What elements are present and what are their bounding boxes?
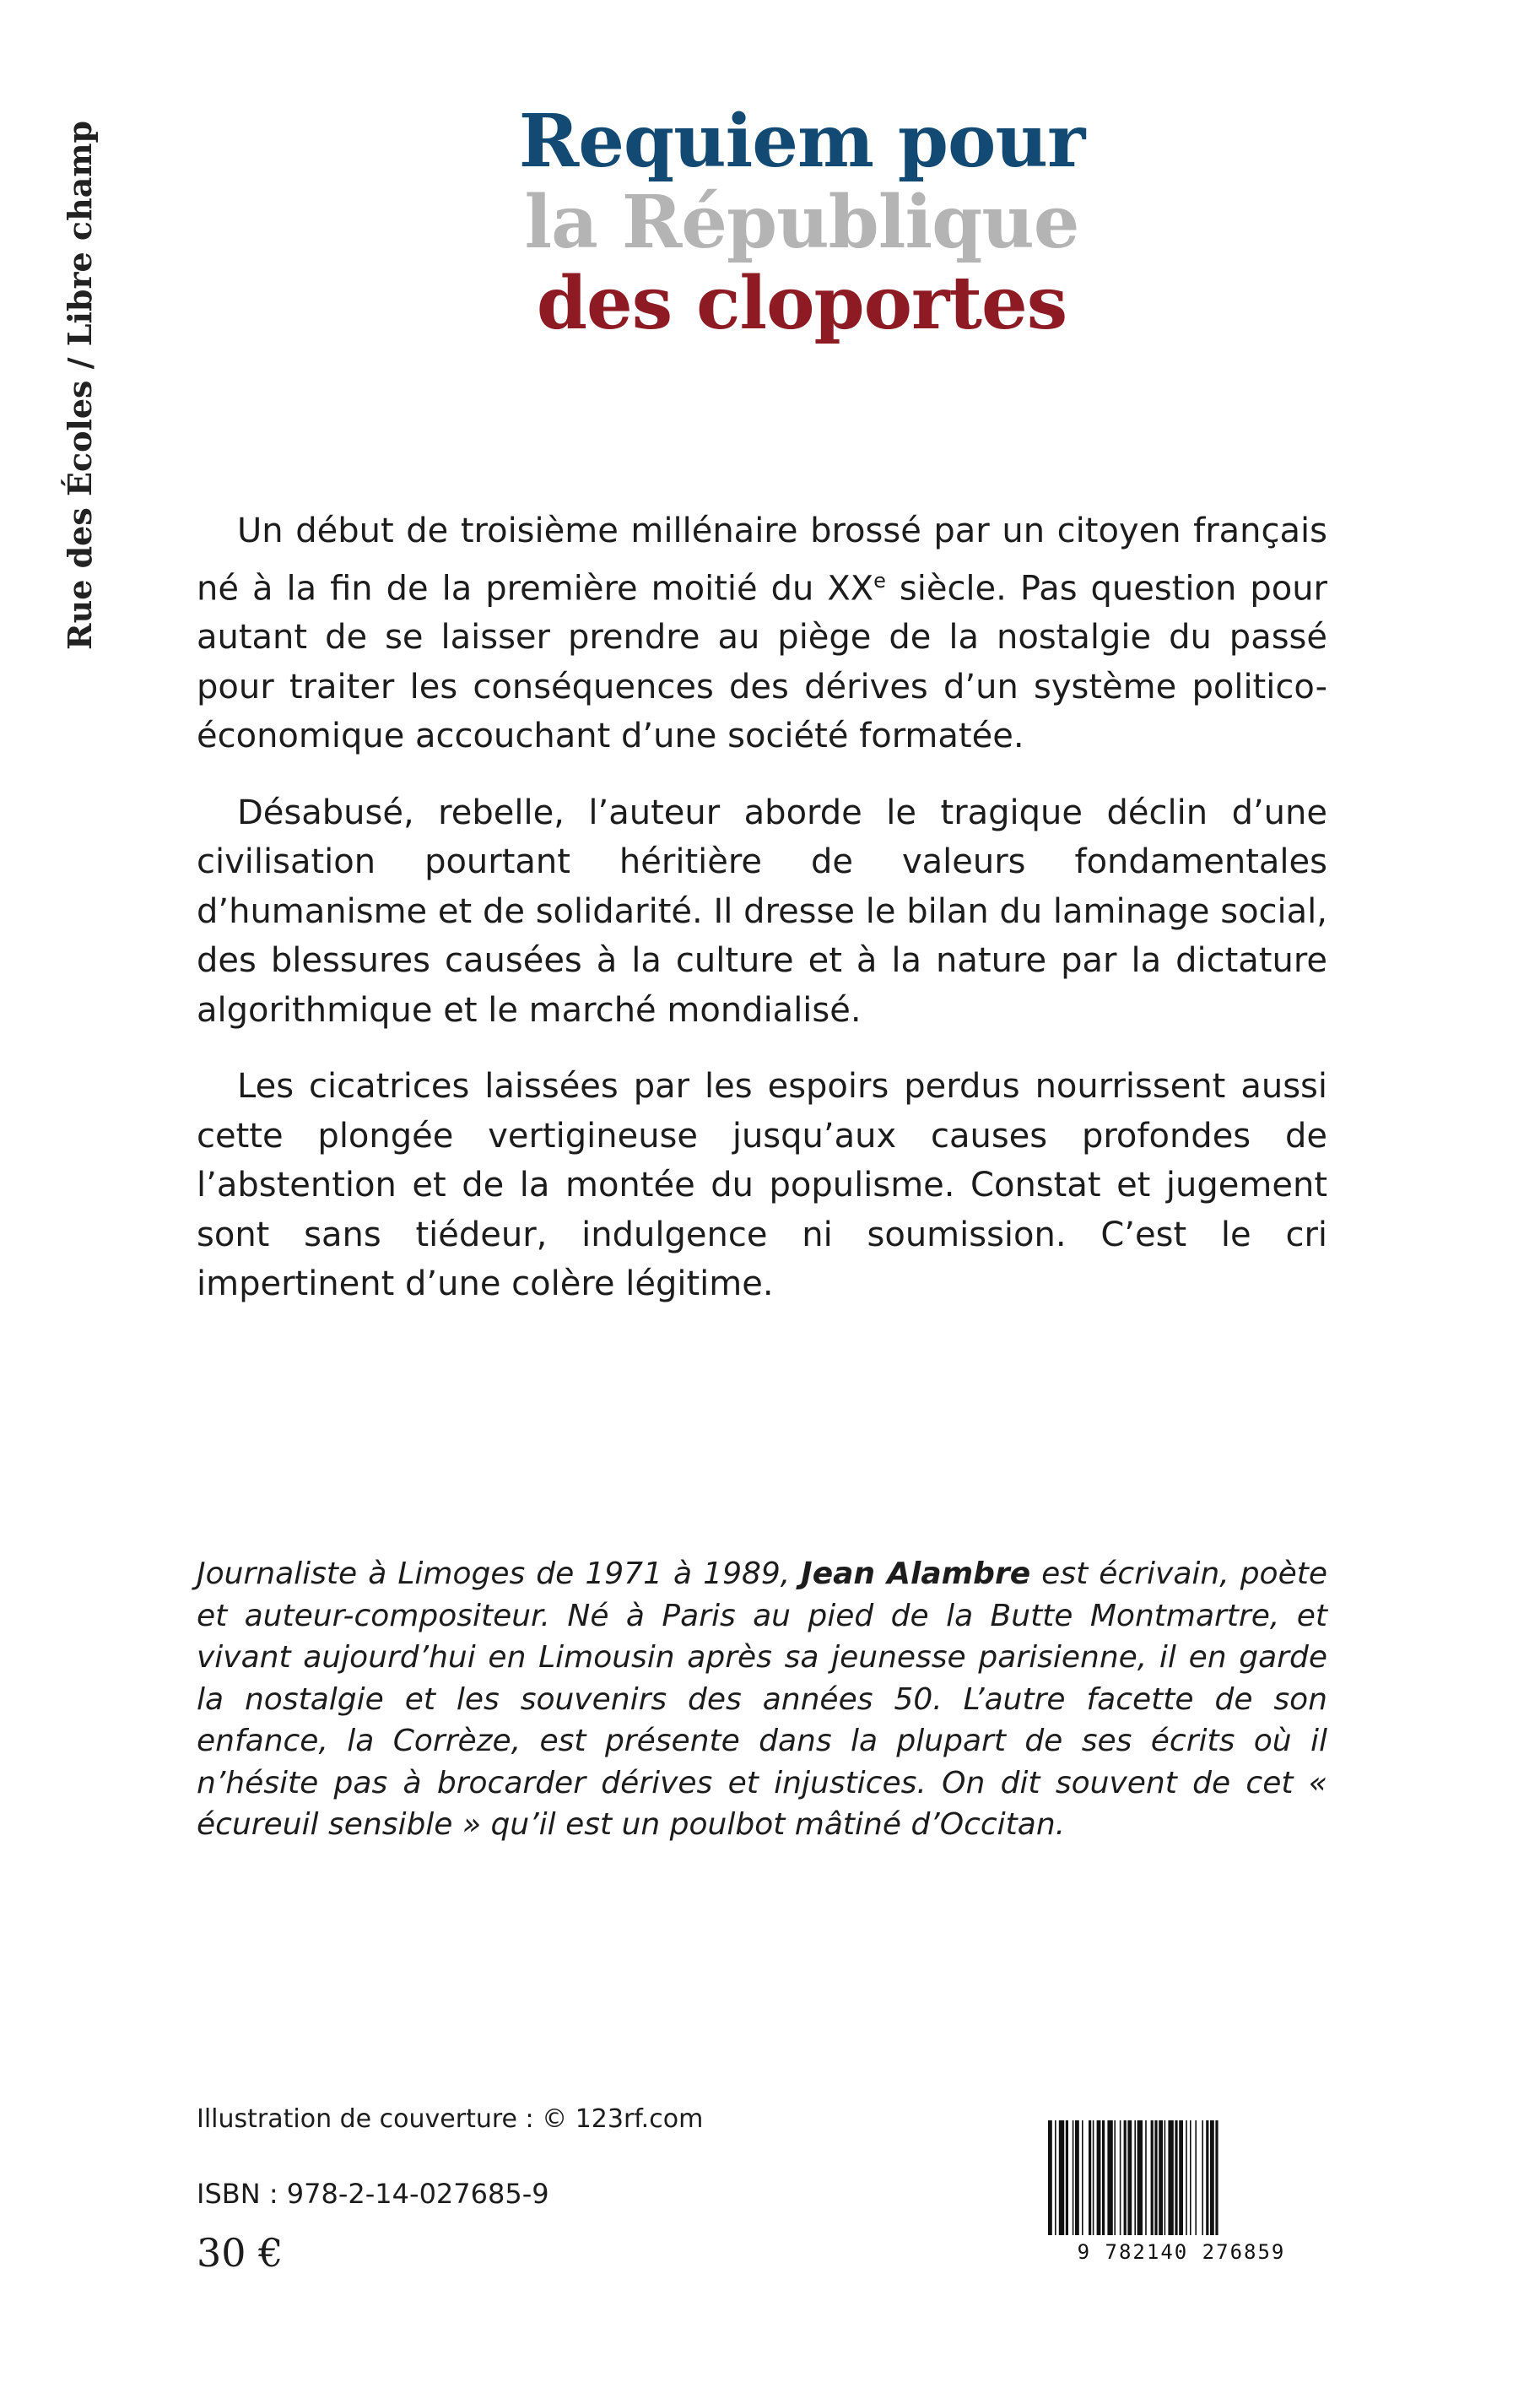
barcode-bar [1186, 2120, 1187, 2235]
barcode-bar [1059, 2120, 1064, 2235]
blurb-paragraph-1 [197, 506, 1327, 761]
book-title [439, 101, 1164, 344]
barcode-bar [1120, 2120, 1121, 2235]
title-line-3: des cloportes [536, 261, 1067, 346]
barcode-bar [1107, 2120, 1112, 2235]
barcode-bar [1075, 2120, 1079, 2235]
author-name: Jean Alambre [801, 1557, 1031, 1591]
barcode-bar [1145, 2120, 1147, 2235]
bio-text-after: est écrivain, poète et auteur-compositeur. Né à Paris au pied de la Butte Montmartre, et vivant aujourd’hui en Limousin après sa jeunesse parisienne, il en garde la nostalgie et les souvenirs des années 50. L’autre facette de son enfance, la Corrèze, est présente dans la plupart de ses écrits où il n’hésite pas à brocarder dérives et injustices. On dit souvent de cet « écureuil sensible » qu’il est un poulbot mâtiné d’Occitan. [197, 1557, 1327, 1842]
blurb-p1-text-a: Un début de troisième millénaire brossé par un citoyen français né à la fin de la première moitié du XX [197, 512, 1327, 608]
isbn: ISBN : 978-2-14-027685-9 [197, 2178, 549, 2210]
blurb-p1-text-b: siècle. Pas question pour autant de se laisser prendre au piège de la nostalgie du passé pour traiter les conséquences des dérives d’un système politico-économique accouchant d’une société formatée. [197, 568, 1327, 756]
barcode-digits: 9 782140 276859 [1077, 2240, 1286, 2264]
century-superscript: e [873, 568, 886, 593]
barcode-bar [1164, 2120, 1166, 2235]
barcode-bar [1175, 2120, 1177, 2235]
barcode-bar [1127, 2120, 1132, 2235]
barcode-bar [1190, 2120, 1191, 2235]
author-bio [197, 1553, 1327, 1846]
barcode-bar [1151, 2120, 1154, 2235]
barcode-bar [1124, 2120, 1127, 2235]
barcode-bar [1210, 2120, 1214, 2235]
barcode-bar [1089, 2120, 1091, 2235]
price: 30 € [197, 2230, 284, 2276]
barcode-bar [1048, 2120, 1052, 2235]
barcode-bar [1134, 2120, 1136, 2235]
barcode-bar [1093, 2120, 1094, 2235]
barcode-bar [1137, 2120, 1143, 2235]
barcode-bar [1202, 2120, 1203, 2235]
title-line-2: la République [524, 180, 1079, 265]
cover-illustration-credit: Illustration de couverture : © 123rf.com [197, 2104, 704, 2134]
title-line-1: Requiem pour [518, 99, 1085, 184]
barcode-bar [1066, 2120, 1068, 2235]
barcode-bar [1154, 2120, 1157, 2235]
barcode-bar [1159, 2120, 1163, 2235]
barcode-bar [1102, 2120, 1105, 2235]
barcode-bar [1073, 2120, 1074, 2235]
barcode-bar [1055, 2120, 1056, 2235]
barcode-bar [1097, 2120, 1101, 2235]
blurb-paragraph-2: Désabusé, rebelle, l’auteur aborde le tragique déclin d’une civilisation pourtant héritière de valeurs fondamentales d’humanisme et de solidarité. Il dresse le bilan du laminage social, des blessures causées à la culture et à la nature par la dictature algorithmique et le marché mondialisé. [197, 793, 1327, 1030]
barcode-bar [1195, 2120, 1197, 2235]
spine-collection-label: Rue des Écoles / Libre champ [61, 120, 99, 650]
bio-text-before: Journaliste à Limoges de 1971 à 1989, [197, 1557, 802, 1591]
barcode-bar [1168, 2120, 1173, 2235]
back-cover-blurb [197, 506, 1327, 1336]
barcode-bar [1082, 2120, 1083, 2235]
barcode-bar [1206, 2120, 1208, 2235]
barcode-bar [1215, 2120, 1218, 2235]
isbn-barcode [1029, 2120, 1333, 2264]
barcode-bar [1179, 2120, 1183, 2235]
blurb-paragraph-3: Les cicatrices laissées par les espoirs perdus nourrissent aussi cette plongée vertigineuse jusqu’aux causes profondes de l’abstention et de la montée du populisme. Constat et jugement sont sans tiédeur, indulgence ni soumission. C’est le cri impertinent d’une colère légitime. [197, 1067, 1327, 1304]
barcode-bar [1114, 2120, 1116, 2235]
